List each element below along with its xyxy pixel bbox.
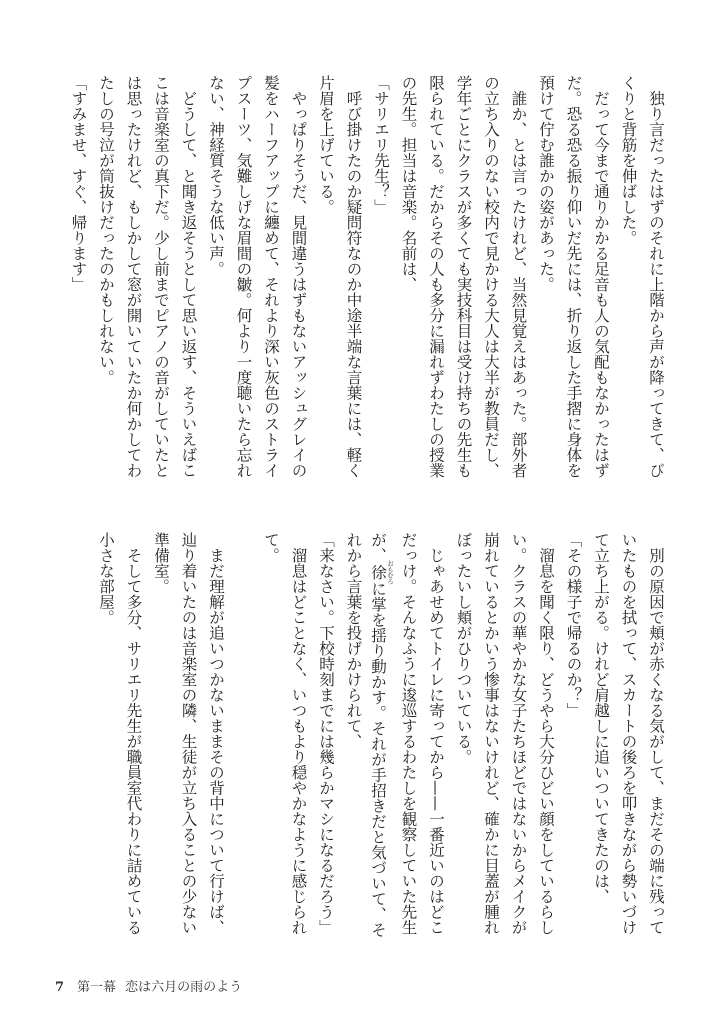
text-column: くりと背筋を伸ばした。 xyxy=(619,75,638,246)
text-before-ruby: が、 xyxy=(369,532,387,563)
ruby-annotation xyxy=(369,560,394,584)
page-footer xyxy=(55,976,242,995)
text-column: 別の原因で頬が赤くなる気がして、まだその端に残って xyxy=(647,532,665,935)
text-column: いたものを拭って、スカートの後ろを叩きながら勢いづけ xyxy=(619,532,638,935)
text-column: て立ち上がる。けれど肩越しに追いついてきたのは、 xyxy=(592,532,610,904)
dialogue-column: 「来なさい。下校時刻までには幾らかマシになるだろう」 xyxy=(317,532,335,935)
upper-text-block xyxy=(64,75,669,478)
text-column: い。クラスの華やかな女子たちほどではないからメイクが xyxy=(509,532,528,935)
text-column: まだ理解が追いつかないままその背中について行けば、 xyxy=(207,532,225,935)
text-column: は思ったけれど、もしかして窓が開いていたか何かしてわ xyxy=(124,75,143,478)
text-column: 辿り着いたのは音楽室の隣、生徒が立ち入ることの少ない xyxy=(179,532,198,935)
text-column: 準備室。 xyxy=(152,532,170,594)
text-column: ない、神経質そうな低い声。 xyxy=(207,75,225,277)
text-column: 溜息を聞く限り、どうやら大分ひどい顔をしているらし xyxy=(537,532,555,935)
text-column: 崩れているとかいう惨事はないけれど、確かに目蓋が腫れ xyxy=(482,532,500,935)
text-column: だ。恐る恐る振り仰いだ先には、折り返した手摺に身体を xyxy=(564,75,583,478)
text-column: だって今まで通りかかる足音も人の気配もなかったはず xyxy=(592,75,610,478)
text-column: 溜息はどことなく、いつもより穏やかなように感じられ xyxy=(289,532,308,935)
text-column: そして多分、サリエリ先生が職員室代わりに詰めている xyxy=(124,532,143,935)
text-column: じゃあせめてトイレに寄ってから——一番近いのはどこ xyxy=(427,532,445,935)
ruby-reading: おもむろ xyxy=(386,560,394,584)
text-column: 限られている。だからその人も多分に漏れずわたしの授業 xyxy=(427,75,445,478)
page-number: 7 xyxy=(55,980,65,995)
dialogue-column: 「その様子で帰るのか？」 xyxy=(564,532,583,718)
text-column: 小さな部屋。 xyxy=(97,532,115,625)
text-column: プスーツ、気難しげな眉間の皺。何より一度聴いたら忘れ xyxy=(234,75,253,478)
text-after-ruby: に掌を揺り動かす。それが手招きだと気づいて、そ xyxy=(369,581,387,938)
text-column-with-ruby xyxy=(367,532,395,938)
text-column: の立ち入りのない校内で見かける大人は大半が教員だし、 xyxy=(482,75,500,478)
text-column: こは音楽室の真下だ。少し前までピアノの音がしていたと xyxy=(152,75,170,478)
chapter-title: 恋は六月の雨のよう xyxy=(125,980,243,995)
text-column: 独り言だったはずのそれに上階から声が降ってきて、び xyxy=(647,75,665,478)
text-column: 髪をハーフアップに纏めて、それより深い灰色のストライ xyxy=(262,75,280,478)
dialogue-column: 「すみませ、すぐ、帰ります」 xyxy=(69,75,88,292)
chapter-label: 第一幕 xyxy=(77,980,117,995)
text-column: 預けて佇む誰かの姿があった。 xyxy=(537,75,555,292)
text-column: ぼったいし頬がひりついている。 xyxy=(454,532,473,765)
text-column: 片眉を上げている。 xyxy=(317,75,335,215)
text-column: どうして、と聞き返そうとして思い返す、そういえばこ xyxy=(179,75,198,478)
text-column: 呼び掛けたのか疑問符なのか中途半端な言葉には、軽く xyxy=(344,75,363,478)
text-column: やっぱりそうだ、見間違うはずもないアッシュグレイの xyxy=(289,75,308,478)
scene-break-blank-column xyxy=(229,532,257,935)
text-column: て。 xyxy=(262,532,280,563)
text-column: 学年ごとにクラスが多くても実技科目は受け持ちの先生も xyxy=(454,75,473,478)
dialogue-column: 「サリエリ先生？」 xyxy=(372,75,390,215)
text-column: だっけ。そんなふうに逡巡するわたしを観察していた先生 xyxy=(399,532,418,935)
ruby-base: 徐 xyxy=(369,560,387,584)
text-column: の先生。担当は音楽。名前は、 xyxy=(399,75,418,292)
text-column: れから言葉を投げかけられて、 xyxy=(344,532,363,749)
lower-text-block xyxy=(64,532,669,938)
text-column: 誰か、とは言ったけれど、当然見覚えはあった。部外者 xyxy=(509,75,528,478)
text-column: たしの号泣が筒抜けだったのかもしれない。 xyxy=(97,75,115,385)
